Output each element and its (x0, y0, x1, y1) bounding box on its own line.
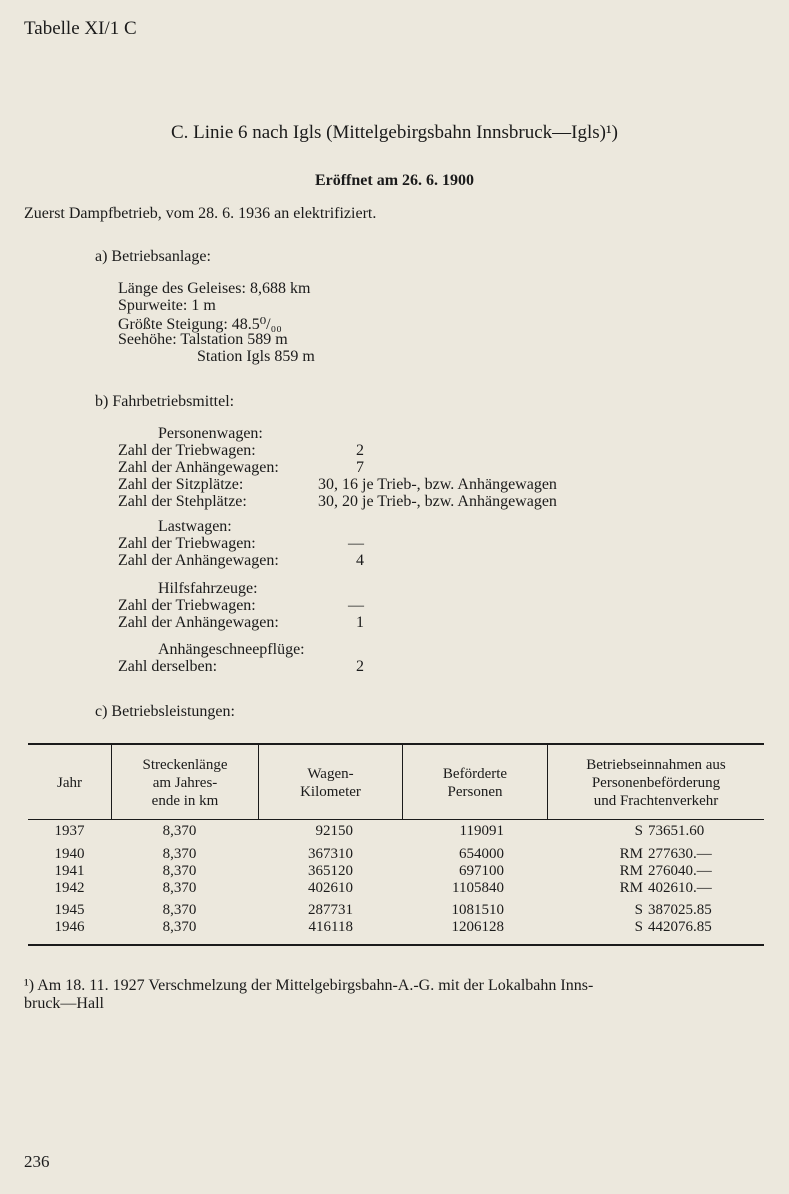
item-label: Zahl der Triebwagen: (118, 535, 256, 552)
elevation-igls: Station Igls 859 m (197, 348, 315, 365)
gauge: Spurweite: 1 m (118, 297, 216, 314)
opening-date: Eröffnet am 26. 6. 1900 (314, 172, 475, 189)
item-value: 30, 20 je Trieb-, bzw. Anhängewagen (318, 493, 557, 510)
header-length: Streckenlänge am Jahres- ende in km (142, 757, 228, 809)
section-b-label: b) Fahrbetriebsmittel: (95, 393, 235, 410)
item-value: — (348, 597, 364, 614)
table-row: 1940 8,370 367310 654000 RM 277630.— (54, 846, 712, 862)
table-row: 1942 8,370 402610 1105840 RM 402610.— (54, 880, 712, 896)
table-row: 1946 8,370 416118 1206128 S 442076.85 (54, 919, 712, 935)
item-label: Zahl der Anhängewagen: (118, 614, 279, 631)
group-heading: Personenwagen: (158, 425, 263, 442)
item-value: 4 (356, 552, 364, 569)
section-a-label: a) Betriebsanlage: (95, 248, 211, 265)
document-title: C. Linie 6 nach Igls (Mittelgebirgsbahn Innsbruck—Igls)¹) (170, 122, 618, 143)
section-c-label: c) Betriebsleistungen: (95, 703, 235, 720)
item-value: — (348, 535, 364, 552)
table-row: 1941 8,370 365120 697100 RM 276040.— (54, 863, 712, 879)
item-label: Zahl der Stehplätze: (118, 493, 247, 510)
track-length: Länge des Geleises: 8,688 km (118, 280, 311, 297)
table-reference: Tabelle XI/1 C (24, 18, 137, 39)
header-rule (28, 819, 764, 820)
table-row: 1937 8,370 92150 119091 S 73651.60 (54, 823, 705, 839)
item-value: 1 (356, 614, 364, 631)
item-label: Zahl derselben: (118, 658, 218, 675)
item-label: Zahl der Anhängewagen: (118, 459, 279, 476)
group-heading: Hilfsfahrzeuge: (158, 580, 258, 597)
item-value: 2 (356, 658, 364, 675)
elevation-valley: Seehöhe: Talstation 589 m (118, 331, 288, 348)
table-bottom-rule (28, 944, 764, 946)
max-gradient: Größte Steigung: 48.5⁰/₀₀ (118, 316, 282, 333)
item-label: Zahl der Anhängewagen: (118, 552, 279, 569)
header-passengers: Beförderte Personen (442, 766, 508, 800)
group-heading: Anhängeschneepflüge: (158, 641, 305, 658)
page-number: 236 (24, 1152, 50, 1171)
footnote-line: ¹) Am 18. 11. 1927 Verschmelzung der Mittelgebirgsbahn-A.-G. mit der Lokalbahn Inns- (24, 977, 594, 994)
item-label: Zahl der Triebwagen: (118, 442, 256, 459)
intro-text: Zuerst Dampfbetrieb, vom 28. 6. 1936 an elektrifiziert. (24, 205, 377, 222)
performance-table (28, 743, 764, 947)
item-value: 30, 16 je Trieb-, bzw. Anhängewagen (318, 476, 557, 493)
item-value: 7 (356, 459, 364, 476)
item-value: 2 (356, 442, 364, 459)
header-car-km: Wagen- Kilometer (300, 766, 361, 800)
header-year: Jahr (57, 775, 82, 791)
table-row: 1945 8,370 287731 1081510 S 387025.85 (54, 902, 712, 918)
group-heading: Lastwagen: (158, 518, 232, 535)
table-top-rule (28, 743, 764, 745)
footnote-line: bruck—Hall (24, 995, 104, 1012)
item-label: Zahl der Sitzplätze: (118, 476, 244, 493)
header-revenue: Betriebseinnahmen aus Personenbeförderung und Frachtenverkehr (586, 757, 726, 809)
item-label: Zahl der Triebwagen: (118, 597, 256, 614)
